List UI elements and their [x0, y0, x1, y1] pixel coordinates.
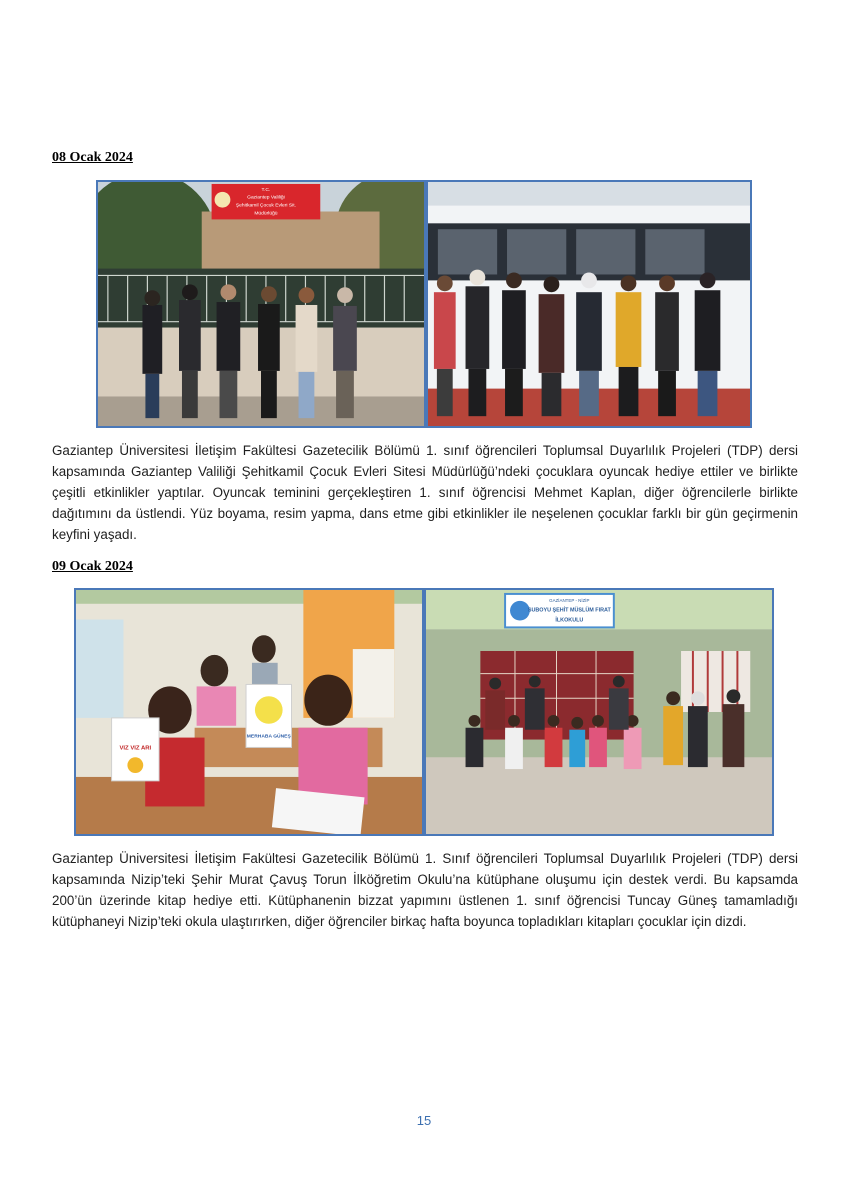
- sign-line-4: Müdürlüğü: [254, 211, 278, 217]
- school-sign-line-2: SUBOYU ŞEHİT MÜSLÜM FIRAT: [527, 607, 611, 614]
- sign-line-3: Şehitkamil Çocuk Evleri Sit.: [235, 203, 296, 209]
- photo-group-in-front-of-school: [424, 588, 774, 836]
- date-heading-1: 08 Ocak 2024: [52, 150, 133, 165]
- school-sign-line-3: İLKOKULU: [555, 617, 584, 624]
- sign-line-2: Gaziantep Valiliği: [247, 195, 285, 201]
- photo-group-outside-childrens-home: [96, 180, 426, 428]
- page-number: 15: [416, 1113, 432, 1128]
- date-heading-2: 09 Ocak 2024: [52, 559, 133, 574]
- school-sign-line-1: GAZİANTEP - NİZİP: [549, 597, 590, 603]
- sign-line-1: T.C.: [261, 187, 271, 193]
- book-title-1: VIZ VIZ ARI: [119, 745, 152, 752]
- paragraph-section-2: Gaziantep Üniversitesi İletişim Fakültesi Gazetecilik Bölümü 1. Sınıf öğrencileri Toplumsal Duyarlılık Projeleri (TDP) dersi kapsamında Nizip’teki Şehir Murat Çavuş Torun İlköğretim Okulu’na kütüphane oluşumu için destek verdi. Bu kapsamda 200’ün üzerinde kitap hediye etti. Kütüphanenin bizzat yapımını üstlenen 1. sınıf öğrencisi Tuncay Güneş tamamladığı kütüphaneyi Nizip’teki okula ulaştırırken, diğer öğrenciler birkaç hafta boyunca topladıkları kitapları çocuklar için dizdi.: [52, 851, 798, 929]
- paragraph-section-1: Gaziantep Üniversitesi İletişim Fakültesi Gazetecilik Bölümü 1. sınıf öğrencileri Toplumsal Duyarlılık Projeleri (TDP) dersi kapsamında Gaziantep Valiliği Şehitkamil Çocuk Evleri Sitesi Müdürlüğü’ndeki çocuklara oyuncak hediye ettiler ve birlikte çeşitli etkinlikler yaptılar. Oyuncak teminini gerçekleştiren 1. sınıf öğrencisi Mehmet Kaplan, diğer öğrencilerle birlikte dağıtımını da üstlendi. Yüz boyama, resim yapma, dans etme gibi etkinlikler ile neşelenen çocuklar farklı bir gün geçirmenin keyfini yaşadı.: [52, 443, 798, 542]
- photo-children-with-books-classroom: [74, 588, 424, 836]
- photo-group-in-front-of-bus: [426, 180, 752, 428]
- book-title-2: MERHABA GÜNEŞ: [246, 734, 291, 740]
